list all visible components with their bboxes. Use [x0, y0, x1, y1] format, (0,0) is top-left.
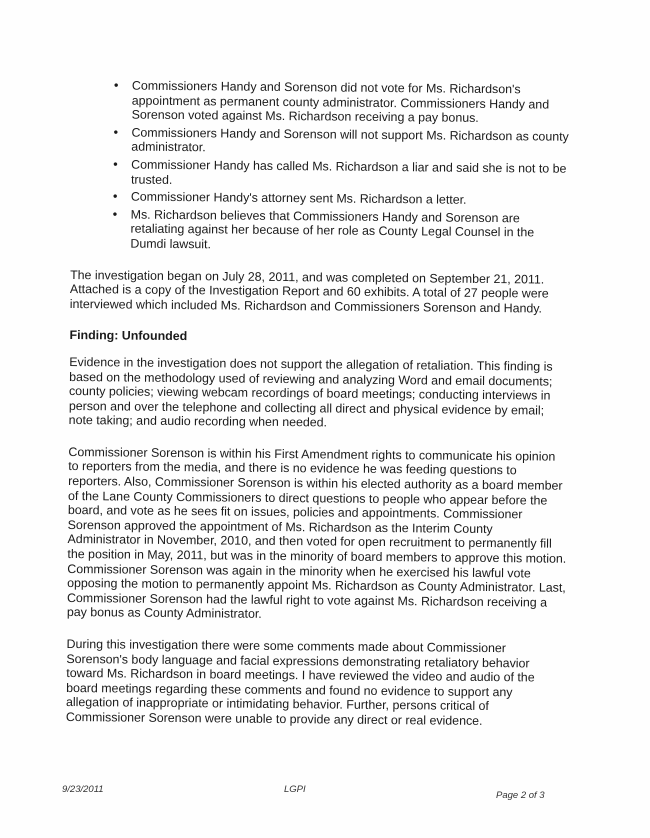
list-item: • Commissioner Handy's attorney sent Ms. Richardson a letter. — [112, 188, 467, 207]
list-item: • Ms. Richardson believes that Commissioners Handy and Sorenson are retaliating against her because of her role as County Legal Counsel in the Dumdi lawsuit. — [112, 206, 535, 252]
bullet-icon: • — [112, 206, 118, 222]
finding-heading: Finding: Unfounded — [69, 328, 188, 344]
bullet-icon: • — [113, 124, 119, 140]
investigation-paragraph: The investigation began on July 28, 2011, and was completed on September 21, 2011. Attached is a copy of the Investigation Report and 60 exhibits. A total of 27 people were interviewed which included Ms. Richardson and Commissioners Sorenson and Handy. — [69, 267, 549, 316]
evidence-paragraph: Evidence in the investigation does not support the allegation of retaliation. This finding is based on the methodology used of reviewing and analyzing Word and email documents; county policies; viewing webcam recordings of board meetings; conducting interviews in person and over the telephone and collecting all direct and physical evidence by email; note taking; and audio recording when needed. — [68, 354, 553, 430]
footer-date: 9/23/2011 — [62, 784, 104, 795]
list-item: • Commissioners Handy and Sorenson did not vote for Ms. Richardson's appointment as permanent county administrator. Commissioners Handy and Sorenson voted against Ms. Richardson receiving a pay bonus. — [113, 77, 550, 126]
comments-paragraph: During this investigation there were some comments made about Commissioner Sorenson's body language and facial expressions demonstrating retaliatory behavior toward Ms. Richardson in board meetings. I have reviewed the video and audio of the board meetings regarding these comments and found no evidence to support any allegation of inappropriate or intimidating behavior. Further, persons critical of Commissioner Sorenson were unable to provide any direct or real evidence. — [65, 636, 535, 728]
list-item: • Commissioner Handy has called Ms. Richardson a liar and said she is not to be trusted. — [113, 156, 567, 187]
bullet-icon: • — [112, 188, 118, 204]
sorenson-paragraph: Commissioner Sorenson is within his First Amendment rights to communicate his opinion to reporters from the media, and there is no evidence he was feeding questions to reporters. Also, Commissioner Sorenson is within his elected authority as a board member of the Lane County Commissioners to direct questions to people who appear before the board, and vote as he sees fit on issues, policies and appointments. Commissioner Sorenson approved the appointment of Ms. Richardson as the Interim County Administrator in November, 2010, and then voted for open recruitment to permanently fill the position in May, 2011, but was in the minority of board members to approve this motion. Commissioner Sorenson was again in the minority when he exercised his lawful vote opposing the motion to permanently appoint Ms. Richardson as County Administrator. Last, Commissioner Sorenson had the lawful right to vote against Ms. Richardson receiving a pay bonus as County Administrator. — [66, 444, 567, 622]
bullet-icon: • — [113, 156, 118, 172]
allegation-list — [70, 78, 572, 255]
document-body — [66, 78, 572, 746]
list-item: • Commissioners Handy and Sorenson will not support Ms. Richardson as county administrator. — [113, 124, 569, 155]
page-number: Page 2 of 3 — [496, 790, 545, 801]
footer-center-label: LGPI — [284, 784, 306, 795]
bullet-icon: • — [113, 77, 119, 93]
